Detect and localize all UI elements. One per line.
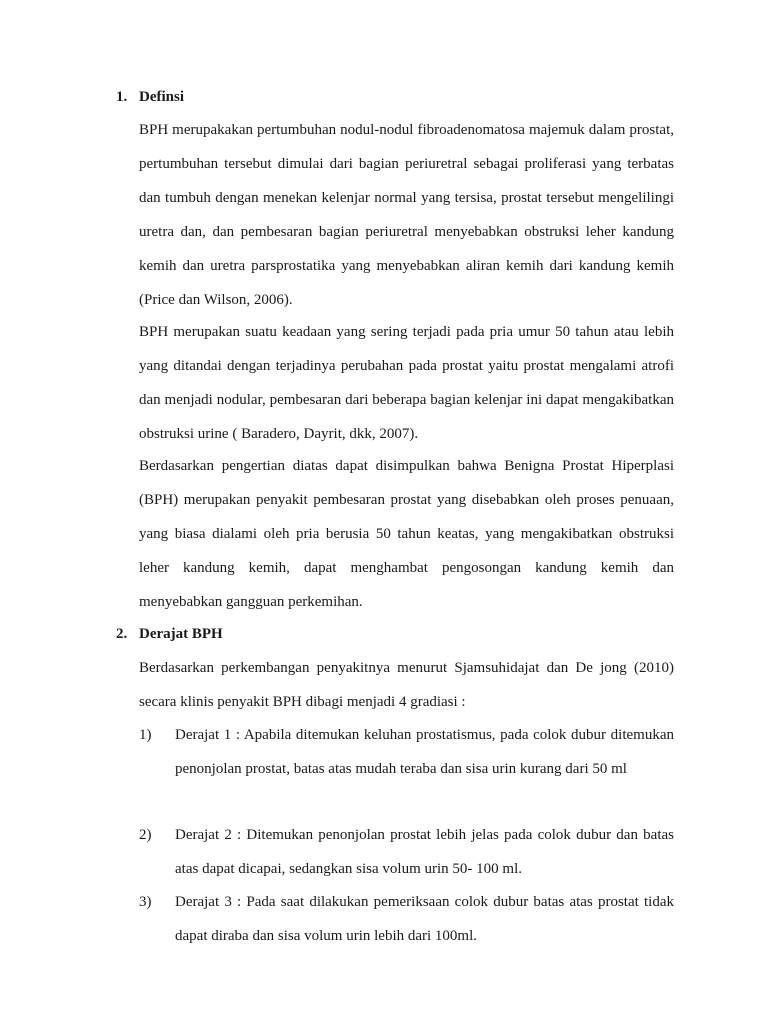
list-marker: 2): [139, 827, 152, 843]
section-number: 1.: [116, 89, 128, 105]
section-heading-definisi: [116, 87, 184, 107]
section-heading-derajat-bph: [116, 624, 223, 644]
paragraph-definition-3: Berdasarkan pengertian diatas dapat disimpulkan bahwa Benigna Prostat Hiperplasi (BPH) merupakan penyakit pembesaran prostat yang disebabkan oleh proses penuaan, yang biasa dialami oleh pria berusia 50 tahun keatas, yang mengakibatkan obstruksi leher kandung kemih, dapat menghambat pengosongan kandung kemih dan menyebabkan gangguan perkemihan.: [139, 458, 674, 610]
paragraph-definition-2: BPH merupakan suatu keadaan yang sering terjadi pada pria umur 50 tahun atau lebih yang ditandai dengan terjadinya perubahan pada prostat yaitu prostat mengalami atrofi dan menjadi nodular, pembesaran dari beberapa bagian kelenjar ini dapat mengakibatkan obstruksi urine ( Baradero, Dayrit, dkk, 2007).: [139, 324, 674, 442]
paragraph-definition-1: BPH merupakakan pertumbuhan nodul-nodul fibroadenomatosa majemuk dalam prostat, pertumbuhan tersebut dimulai dari bagian periuretral sebagai proliferasi yang terbatas dan tumbuh dengan menekan kelenjar normal yang tersisa, prostat tersebut mengelilingi uretra dan, dan pembesaran bagian periuretral menyebabkan obstruksi leher kandung kemih dan uretra parsprostatika yang menyebabkan aliran kemih dari kandung kemih (Price dan Wilson, 2006).: [139, 122, 674, 308]
list-marker: 1): [139, 727, 152, 743]
list-item-text: Derajat 2 : Ditemukan penonjolan prostat lebih jelas pada colok dubur dan batas atas dapat dicapai, sedangkan sisa volum urin 50- 100 ml.: [175, 827, 674, 877]
paragraph-derajat-intro: Berdasarkan perkembangan penyakitnya menurut Sjamsuhidajat dan De jong (2010) secara klinis penyakit BPH dibagi menjadi 4 gradiasi :: [139, 660, 674, 710]
section-number: 2.: [116, 626, 128, 642]
list-item-text: Derajat 1 : Apabila ditemukan keluhan prostatismus, pada colok dubur ditemukan penonjolan prostat, batas atas mudah teraba dan sisa urin kurang dari 50 ml: [175, 727, 674, 777]
list-item-text: Derajat 3 : Pada saat dilakukan pemeriksaan colok dubur batas atas prostat tidak dapat diraba dan sisa volum urin lebih dari 100ml.: [175, 894, 674, 944]
list-marker: 3): [139, 894, 152, 910]
list-item-derajat-1: [139, 718, 674, 786]
section-title: Derajat BPH: [139, 626, 223, 642]
list-item-derajat-3: [139, 885, 674, 953]
section-title: Definsi: [139, 89, 184, 105]
list-item-derajat-2: [139, 818, 674, 886]
